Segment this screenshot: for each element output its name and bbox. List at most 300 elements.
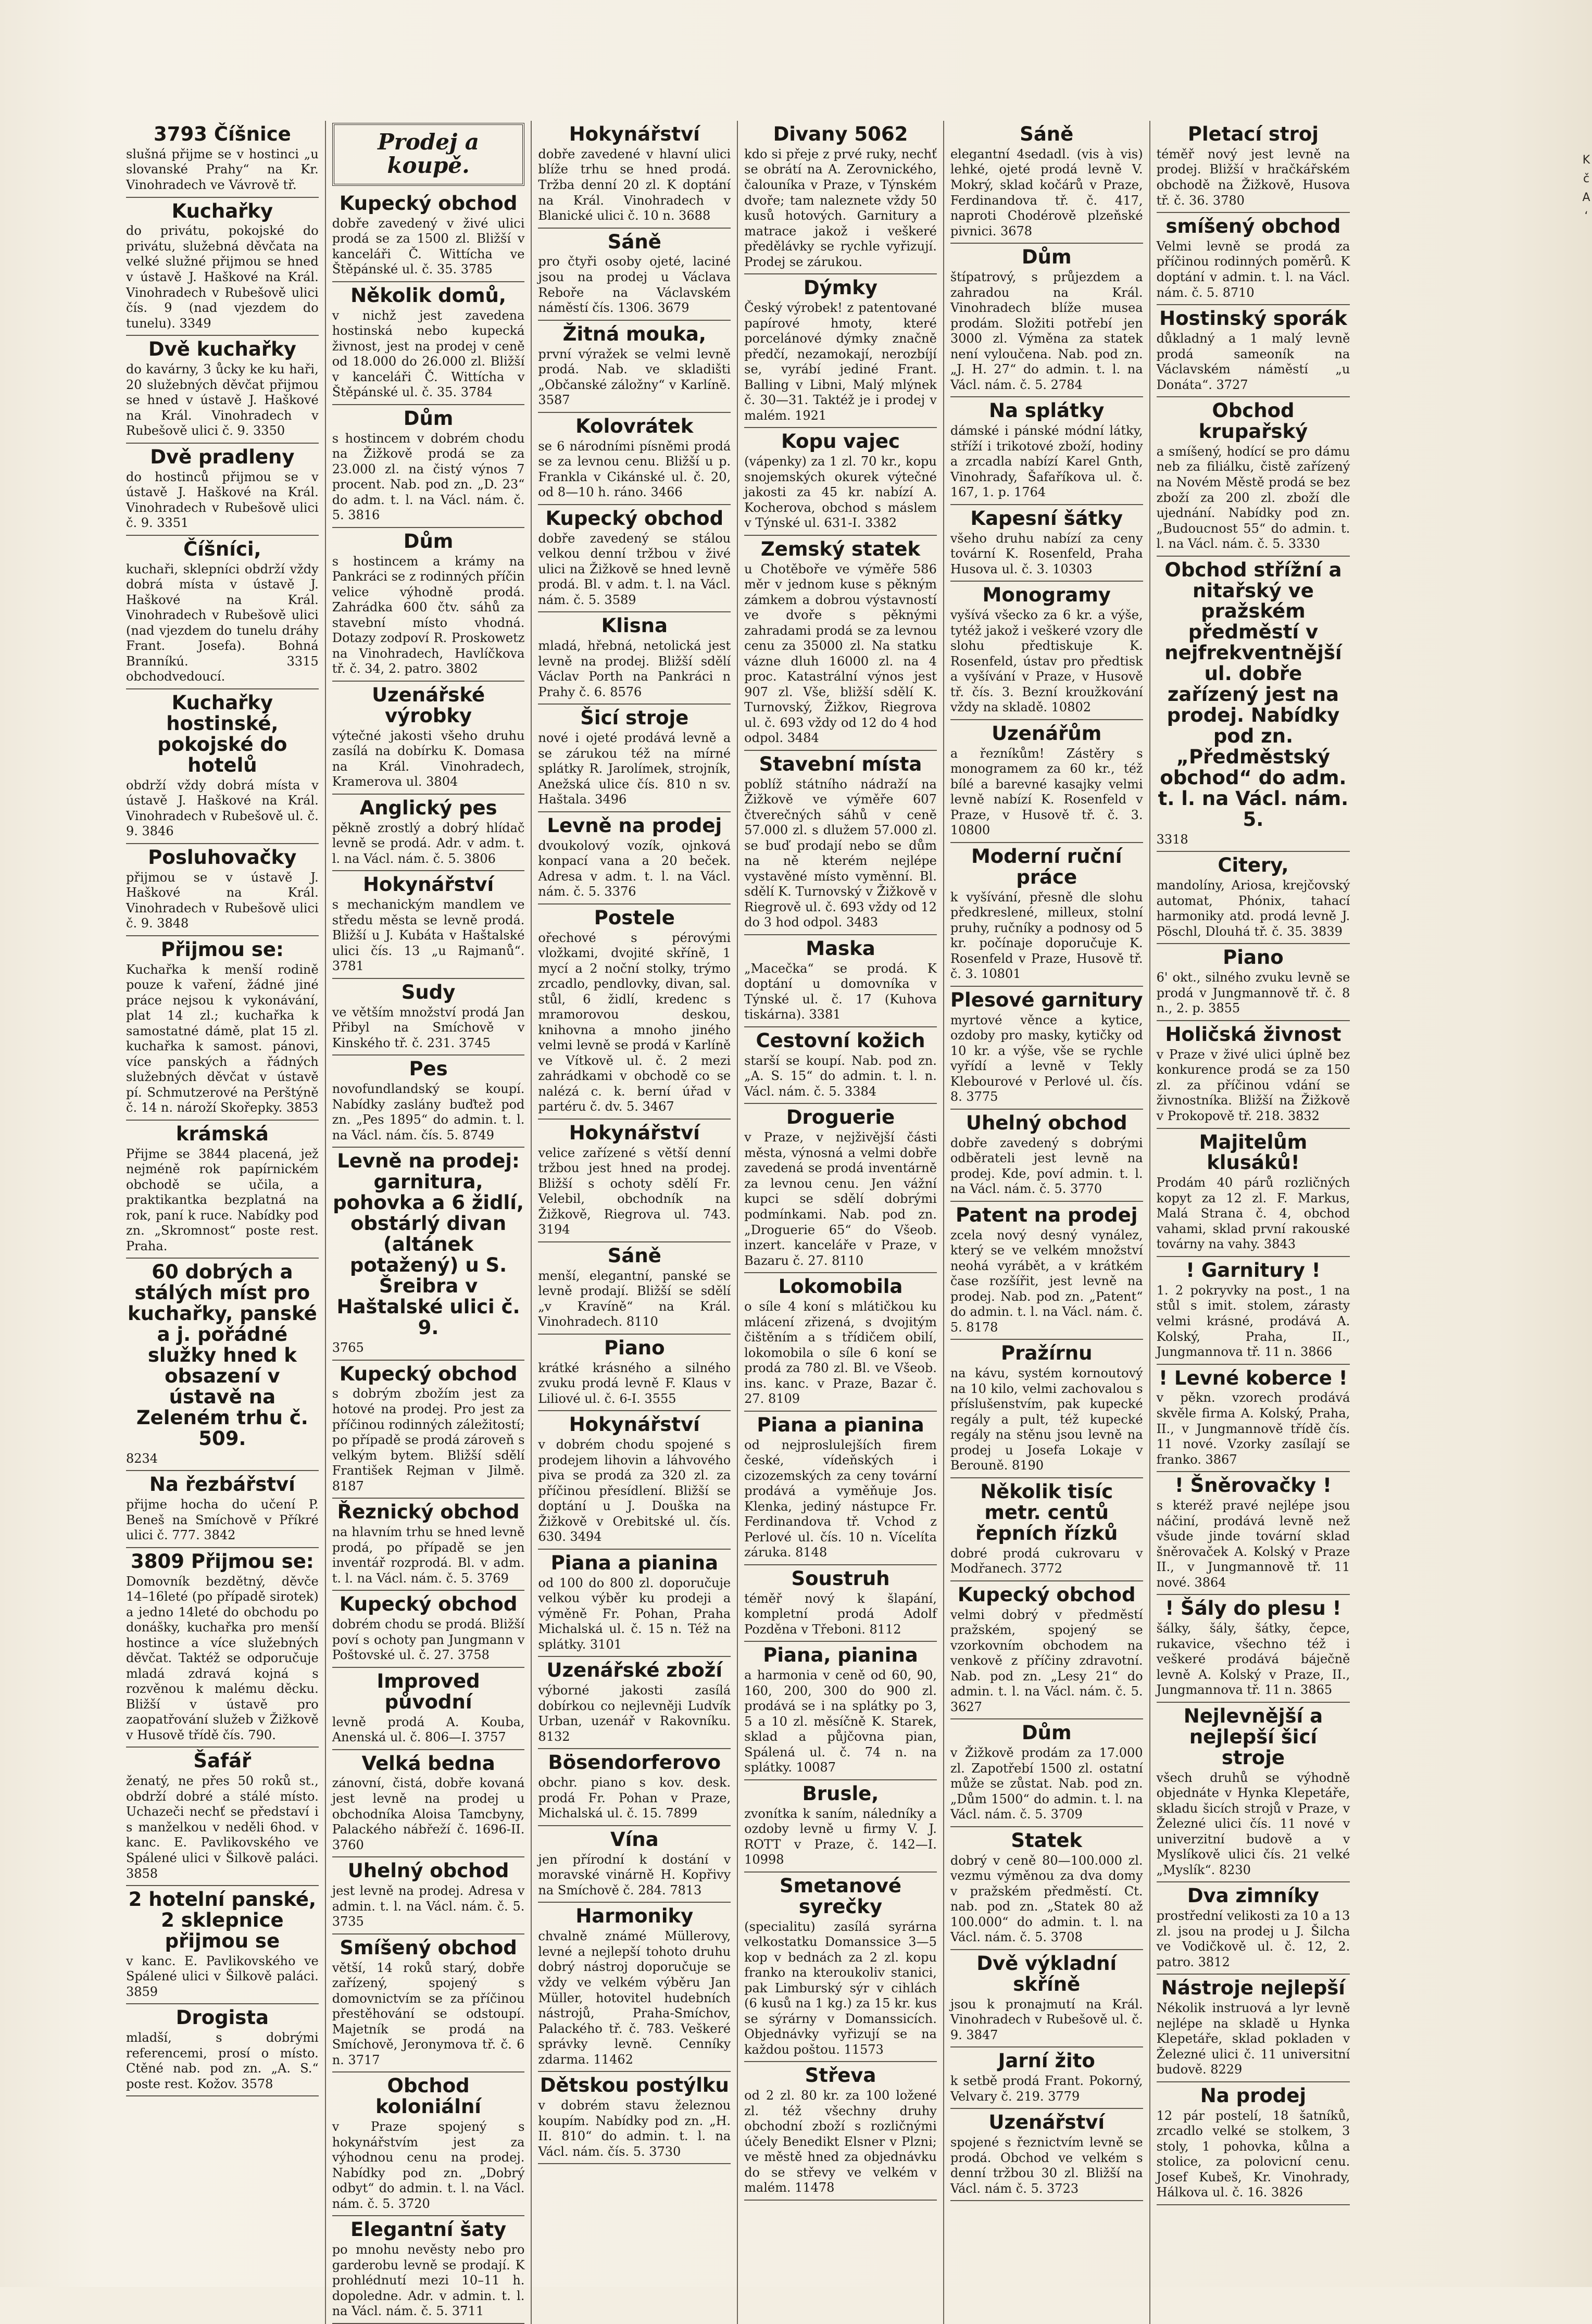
column-6 [1150,121,1357,2324]
ad-heading: Piana, pianina [763,1644,918,1667]
ad-heading: Levně na prodej: garnitura, pohovka a 6 židlí, obstárlý divan (altánek potažený) u S. Šreibra v Haštalské ulici č. 9. [333,1150,524,1339]
ad-heading: Dům [1021,1722,1072,1744]
ad-heading: Brusle, [802,1782,879,1805]
ad-heading: Soustruh [791,1567,890,1590]
classified-ad [332,871,525,979]
ad-body: Přijme se 3844 placená, jež nejméně rok papírnickém obchodě se učila, a praktikantka bezplatná na rok, paní k ruce. Nabídky pod zn. „Skromnost“ poste rest. Praha. [126,1146,319,1253]
classified-ad [126,536,319,689]
ad-body: a harmonia v ceně od 60, 90, 160, 200, 300 do 900 zl. prodává se i na splátky po 3, 5 a 10 zl. měsíčně K. Starek, sklad a půjčovna pian, Spálená ul. č. 74 n. na splátky. 10087 [744,1668,937,1775]
ad-body: v dobrém chodu spojené s prodejem lihovin a láhvového piva se prodá za 320 zl. za příčinou přesídlení. Bližší se doptání u J. Douška na Žižkově v Orebitské ul. čís. 630. 3494 [538,1437,731,1544]
ad-heading: krámská [176,1122,269,1145]
ad-heading: Hokynářství [362,873,494,896]
classified-ad [126,198,319,336]
classified-ad [744,428,937,536]
classified-ad [332,1591,525,1668]
ad-body: od nejproslulejších firem české, vídeňských i cizozemských za ceny tovární prodává a vyměňuje Jos. Klenka, jediný nástupce Fr. Ferdinandova tř. Vchod z Perlové ul. čís. 10 n. Vícelíta záruka. 8148 [744,1437,937,1560]
classified-ad [950,1478,1143,1581]
ad-body: kuchaři, sklepníci obdrží vždy dobrá místa v ústavě J. Haškové na Král. Vinohradech v Rubešově ulici (nad vjezdem do tunelu dráhy Frant. Josefa). Bohná Branníkú. 3315 obchodvedoucí. [126,561,319,684]
ad-heading: Uhelný obchod [966,1111,1127,1134]
classified-ad [950,1581,1143,1720]
ad-body: pro čtyři osoby ojeté, laciné jsou na prodej u Václava Reboře na Václavském náměstí čís. 1306. 3679 [538,254,731,316]
ad-heading: Lokomobila [778,1275,903,1298]
ad-heading: Číšníci, [183,537,261,560]
ad-body: nové i ojeté prodává levně a se zárukou též na mírné splátky R. Jarolímek, strojník, Anežská ulice čís. 810 n sv. Haštala. 3496 [538,731,731,807]
ad-heading: 3809 Přijmou se: [131,1550,314,1573]
ad-body: jest levně na prodej. Adresa v admin. t. l. na Václ. nám. č. 5. 3735 [332,1883,525,1929]
classified-ad [744,274,937,428]
ad-heading: Kupecký obchod [339,1593,518,1616]
ad-heading: Obchod krupařský [1198,399,1308,443]
ad-body: k vyšívání, přesně dle slohu předkreslené, milleux, stolní pruhy, ručníky a podnosy od 5 kr. počínaje doporučuje K. Rosenfeld v Praze, Husově tř. č. 3. 10801 [950,889,1143,982]
ad-heading: Střeva [805,2064,876,2087]
ad-heading: Sáně [1020,123,1074,145]
ad-body: v Praze spojený s hokynářstvím jest za výhodnou cenu na prodej. Nabídky pod zn. „Dobrý odbyt“ do admin. t. l. na Václ. nám. č. 5. 3720 [332,2119,525,2211]
classified-ad [950,1950,1143,2047]
ad-heading: Hokynářství [569,1413,700,1436]
ad-heading: Smíšený obchod [340,1936,517,1959]
classified-ad [950,244,1143,397]
ad-heading: Piano [604,1336,665,1359]
ad-heading: ! Šály do plesu ! [1165,1597,1342,1620]
ad-heading: ! Garnitury ! [1186,1259,1321,1282]
ad-body: šálky, šály, šátky, čepce, rukavice, všechno též i veškeré prodává báječně levně A. Kolský v Praze, II., Jungmannova tř. 11 n. 3865 [1156,1621,1350,1698]
classified-ad [950,987,1143,1110]
classified-ad [1157,397,1350,557]
ad-body: 3318 [1156,832,1188,847]
ad-heading: Harmoniky [575,1905,694,1928]
ad-heading: Dvě kuchařky [148,338,296,361]
ad-heading: Divany 5062 [773,123,908,145]
columns-container [120,121,1562,2319]
ad-body: a řezníkům! Zástěry s monogramem za 60 kr., též bílé a barevné kasajky velmi levně nabízí K. Rosenfeld v Praze, v Husově tř. č. 3. 10800 [950,746,1143,838]
ad-body: zvonítka k saním, náledníky a ozdoby levně u firmy V. J. ROTT v Praze, č. 142—I. 10998 [744,1806,937,1867]
ad-heading: Patent na prodej [956,1203,1138,1226]
ad-heading: Maska [806,937,875,960]
classified-ad [950,1719,1143,1827]
ad-heading: Jarní žito [998,2050,1095,2072]
ad-body: levně prodá A. Kouba, Anenská ul. č. 806—I. 3757 [332,1714,525,1745]
classified-ad [1157,305,1350,397]
ad-heading: Obchod koloniální [375,2075,481,2118]
classified-ad [744,751,937,935]
classified-ad [126,1886,319,2004]
classified-ad [538,321,731,413]
ad-body: s hostincem a krámy na Pankráci se z rodinných příčin velice výhodně prodá. Zahrádka 600 čtv. sáhů za stavební místo vhodná. Dotazy zodpoví R. Proskowetz na Vinohradech, Havlíčkova tř. č. 34, 2. patro. 3802 [332,554,525,676]
ad-heading: Několik tisíc metr. centů řepních řízků [975,1480,1118,1544]
ad-body: velmi dobrý v předměstí pražském, spojený se vzorkovním obchodem na venkově z příčiny zdravotní. Nab. pod zn. „Lesy 21“ do admin. t. l. na Václ. nám. č. 5. 3627 [950,1607,1143,1714]
classified-ad [950,843,1143,987]
classified-ad [126,689,319,844]
classified-ad [126,1471,319,1548]
ad-heading: Kopu vajec [781,430,900,453]
ad-body: mandolíny, Ariosa, krejčovský automat, Phónix, tahací harmoniky atd. prodá levně J. Pöschl, Dlouhá tř. č. 35. 3839 [1156,878,1350,939]
ad-body: dobrém chodu se prodá. Bližší poví s ochoty pan Jungmann v Poštovské ul. č. 27. 3758 [332,1617,525,1663]
classified-ad [744,2062,937,2201]
classified-ad [126,936,319,1121]
ad-body: v Žižkově prodám za 17.000 zl. Zapotřebí 1500 zl. ostatní může se zůstat. Nab. pod zn. „Dům 1500“ do admin. t. l. na Václ. nám. č. 5. 3709 [950,1745,1143,1822]
classified-ad [538,229,731,321]
ad-heading: Kupecký obchod [339,192,518,215]
ad-heading: Kupecký obchod [957,1583,1136,1606]
ad-heading: Přijmou se: [160,938,284,961]
ad-heading: Bösendorferovo [548,1751,721,1774]
ad-heading: 60 dobrých a stálých míst pro kuchařky, panské a j. pořádné služky hned k obsazení v ústavě na Zeleném trhu č. 509. [127,1261,317,1450]
ad-heading: Droguerie [786,1106,895,1129]
ad-heading: Prodej a koupě. [378,129,479,179]
ad-heading: Stavební místa [759,752,922,775]
classified-ad [744,1104,937,1273]
ad-heading: Na prodej [1200,2084,1307,2107]
classified-ad [950,505,1143,582]
classified-ad [332,1934,525,2073]
ad-body: na kávu, systém kornoutový na 10 kilo, velmi zachovalou s příslušenstvím, pak kupecké regály a pult, též kupecké regály na stěnu jsou levně na prodej u Josefa Lokaje v Berouně. 8190 [950,1366,1143,1473]
ad-body: dobře zavedený v živé ulici prodá se za 1500 zl. Bližší v kanceláři Č. Wittícha ve Štěpánské ul. č. 35. 3785 [332,216,525,277]
classified-ad [1157,1703,1350,1882]
ad-body: prostřední velikosti za 10 a 13 zl. jsou na prodej u J. Šilcha ve Vodičkově ul. č. 12, 2. patro. 3812 [1156,1908,1350,1969]
ad-heading: Piano [1223,946,1284,969]
ad-body: u Chotěboře ve výměře 586 měr v jednom kuse s pěkným zámkem a dobrou výstavností ve dvoře s pěknými zahradami prodá se za levnou cenu za 35000 zl. Na statku vázne dluh 16000 zl. na 4 proc. Katastrální výnos jest 907 zl. Vše, bližší sdělí K. Turnovský, Žižkov, Riegrova ul. č. 693 vždy od 12 do 4 hod odpol. 3484 [744,561,937,746]
ad-heading: Šicí stroje [580,707,689,730]
ad-body: s hostincem v dobrém chodu na Žižkově prodá se za 23.000 zl. na čistý výnos 7 procent. Nab. pod zn. „D. 23“ do adm. t. l. na Václ. nám. č. 5. 3816 [332,431,525,523]
ad-heading: Anglický pes [359,796,497,819]
ad-heading: Na splátky [989,399,1105,422]
ad-body: chvalně známé Müllerovy, levné a nejlepší tohoto druhu dobrý nástroj doporučuje se vždy ve velkém výběru Jan Müller, hotovitel hudebních nástrojů, Praha-Smíchov, Palackého tř. č. 783. Veškeré správky levně. Cenníky zdarma. 11462 [538,1929,731,2067]
ad-body: ženatý, ne přes 50 roků st., obdrží dobré a stálé místo. Uchazeči nechť se představí i s manželkou v neděli 6hod. v kanc. E. Pavlikovského ve Spálené ulici v Šilkově paláci. 3858 [126,1774,319,1881]
ad-heading: Pražírnu [1000,1342,1093,1365]
ad-body: 12 pár postelí, 18 šatníků, zrcadlo velké se stolkem, 3 stoly, 1 pohovka, kůlna a stolice, za polovicní cenu. Josef Kubeš, Kr. Vinohrady, Hálkova ul. č. 16. 3826 [1156,2108,1350,2200]
classified-ad [126,1259,319,1471]
ad-body: obchr. piano s kov. desk. prodá Fr. Pohan v Praze, Michalská ul. č. 15. 7899 [538,1775,731,1821]
classified-ad [744,1642,937,1780]
ad-body: přijmou se v ústavě J. Haškové na Král. Vinohradech v Rubešově ulici č. 9. 3848 [126,870,319,931]
ad-body: všeho druhu nabízí za ceny tovární K. Rosenfeld, Praha Husova ul. č. 3. 10303 [950,531,1143,576]
classified-ad [538,905,731,1120]
classified-ad [538,705,731,812]
ad-heading: Kapesní šátky [970,507,1123,530]
classified-ad [332,1056,525,1148]
ad-body: pěkně zrostlý a dobrý hlídač levně se prodá. Adr. v adm. t. l. na Václ. nám. č. 5. 3806 [332,820,525,866]
classified-ad [332,1750,525,1858]
ad-body: výtečné jakosti všeho druhu zasílá na dobírku K. Domasa na Král. Vinohradech, Kramerova ul. 3804 [332,728,525,789]
ad-heading: Klisna [601,614,668,637]
ad-body: štípatrový, s průjezdem a zahradou na Král. Vinohradech blíže musea prodám. Složiti potřebí jen 3000 zl. Výměna za statek není vyloučena. Nab. pod zn. „J. H. 27“ do admin. t. l. na Václ. nám. č. 5. 2784 [950,270,1143,392]
ad-body: ve větším množství prodá Jan Přibyl na Smíchově v Kinského tř. č. 231. 3745 [332,1004,525,1050]
classified-ad [538,121,731,229]
ad-body: Nékolik instruová a lyr levně nejlépe na skladě u Hynka Klepetáře, sklad pokladen v Železné ulici č. 11 universitní budově. 8229 [1156,2001,1350,2077]
ad-heading: Postele [594,906,675,929]
ad-heading: Kupecký obchod [545,507,724,530]
ad-heading: Sáně [607,1244,661,1267]
classified-ad [538,2072,731,2164]
ad-body: elegantní 4sedadl. (vis à vis) lehké, ojeté prodá levně V. Mokrý, sklad kočárů v Praze, Ferdinandova tř. č. 417, naproti Chodérově plzeňské pivnici. 3678 [950,146,1143,238]
classified-ad [950,582,1143,720]
ad-heading: Dům [403,407,454,430]
classified-ad [332,282,525,405]
classified-ad [950,1110,1143,1202]
classified-ad [950,2109,1143,2201]
ad-body: dobře zavedený s dobrými odběrateli jest levně na prodej. Kde, poví admin. t. l. na Václ. nám. č. 5. 3770 [950,1135,1143,1197]
ad-heading: 2 hotelní panské, 2 sklepnice přijmou se [128,1888,317,1952]
ad-body: 3765 [332,1340,364,1355]
classified-ad [126,844,319,936]
ad-body: od 2 zl. 80 kr. za 100 ložené zl. též všechny druhy obchodní zboží s rozličnými účely Benedikt Elsner v Plzni; ve městě hned za objednávku do se střevy ve velkém v malém. 11478 [744,2088,937,2195]
ad-body: do hostinců přijmou se v ústavě J. Haškové na Král. Vinohradech v Rubešově ulici č. 9. 3351 [126,469,319,531]
classified-ad [744,1565,937,1642]
ad-body: zánovní, čistá, dobře kovaná jest levně na prodej u obchodníka Aloisa Tamcbyny, Palackého nábřeží č. 1696-II. 3760 [332,1776,525,1852]
classified-ad [1157,121,1350,213]
ad-body: dobře zavedené v hlavní ulici blíže trhu se hned prodá. Tržba denní 20 zl. K doptání na Král. Vinohradech v Blanické ulici č. 10 n. 3688 [538,146,731,223]
classified-ad [538,612,731,705]
column-5 [944,121,1150,2324]
ad-heading: Plesové garnitury [950,988,1143,1011]
classified-ad [332,682,525,795]
classified-ad [744,935,937,1027]
classified-ad [1157,1257,1350,1365]
ad-heading: Improved původní [377,1669,480,1713]
ad-heading: Pes [409,1058,448,1081]
classified-ad [332,2216,525,2324]
classified-ad [332,405,525,528]
classified-ad [538,1120,731,1242]
ad-heading: Zemský statek [760,537,921,560]
ad-body: dobré prodá cukrovaru v Modřanech. 3772 [950,1546,1143,1576]
ad-heading: Dům [1021,246,1072,269]
ad-heading: Sudy [401,981,456,1003]
ad-body: krátké krásného a silného zvuku prodá levně F. Klaus v Liliové ul. č. 6-I. 3555 [538,1360,731,1406]
ad-body: do privátu, pokojské do privátu, služebná děvčata na velké služné přijmou se hned v ústavě J. Haškové na Král. Vinohradech v Rubešově ulici čís. 9 (nad vjezdem do tunelu). 3349 [126,223,319,331]
classified-ad [538,1749,731,1826]
ad-body: mladá, hřebná, netolická jest levně na prodej. Bližší sdělí Václav Porth na Pankráci n Prahy č. 6. 8576 [538,638,731,699]
classified-ad [1157,1365,1350,1473]
ad-body: do kavárny, 3 ůcky ke ku haři, 20 služebných děvčat přijmou se hned v ústavě J. Haškové na Král. Vinohradech v Rubešově ulici č. 9. 3350 [126,362,319,438]
classified-ad [126,1748,319,1886]
ad-body: v Praze, v nejživější části města, výnosná a velmi dobře zavedená se prodá inventárně za levnou cenu. Jen vážní kupci se sdělí dobrými podmínkami. Nab. pod zn. „Droguerie 65“ do Všeob. inzert. kanceláře v Praze, v Bazaru č. 27. 8110 [744,1130,937,1268]
ad-body: dobrý v ceně 80—100.000 zl. vezmu výměnou za dva domy v pražském předměstí. Ct. nab. pod zn. „Statek 80 až 100.000“ do admin. t. l. na Václ. nám. č. 5. 3708 [950,1853,1143,1945]
classified-ad [1157,1595,1350,1703]
ad-heading: Citery, [1218,854,1289,877]
classified-ad [1157,1882,1350,1975]
ad-body: poblíž státního nádraží na Žižkově ve výměře 607 čtverečných sáhů v ceně 57.000 zl. s dlužem 57.000 zl. se buď prodají nebo se dům na ně kterém nejlépe vystavěné místo vyměnní. Bl. sdělí K. Turnovský v Žižkově v Riegrově ul. č. 693 vždy od 12 do 3 hod odpol. 3483 [744,776,937,930]
ad-body: od 100 do 800 zl. doporučuje velkou výběr ku prodeji a výměně Fr. Pohan, Praha Michalská ul. č. 15 n. Též na splátky. 3101 [538,1575,731,1652]
ad-body: vyšívá všecko za 6 kr. a výše, tytéž jakož i veškeré vzory dle slohu předtiskuje K. Rosenfeld, ústav pro předtisk a vyšívání v Praze, v Husově tř. čís. 3. Bezní kroužkování vždy na skladě. 10802 [950,608,1143,715]
ad-body: kdo si přeje z prvé ruky, nechť se obrátí na A. Zerovnického, čalouníka v Praze, v Týnském dvoře; tam naleznete vždy 50 kusů hotových. Garnitury a matrace jakož i veškeré předělávky se rychle vyřizují. Prodej se zárukou. [744,146,937,269]
classified-ad [126,1548,319,1748]
ad-heading: Uzenářské výrobky [372,683,485,727]
ad-body: Domovník bezdětný, děvče 14–16leté (po případě sirotek) a jedno 14leté do obchodu po donášky, kuchařka pro menší hostince a více služebných děvčat. Taktéž se odporučuje mladá zdravá kojná s rozvěnou k malému děcku. Bližší v ústavě pro zaopatřování služeb v Žižkově v Husově třídě čís. 790. [126,1574,319,1742]
classified-ad [538,812,731,905]
ad-body: obdrží vždy dobrá místa v ústavě J. Haškové na Král. Vinohradech v Rubešově ul. č. 9. 3846 [126,777,319,839]
ad-heading: 3793 Číšnice [153,123,291,145]
classified-ad [1157,213,1350,305]
classified-ad [126,336,319,444]
ad-body: Kuchařka k menší rodině pouze k vaření, žádné jiné práce nejsou k vykonávání, plat 14 zl.; kuchařka k samostatné dámě, plat 15 zl. kuchařka k samost. pánovi, více panských a řádných služebných děvčat v ústavě pí. Schmutzerové na Perštýně č. 14 n. nároží Skořepky. 3853 [126,962,319,1115]
ad-body: dobře zavedený se stálou velkou denní tržbou v živé ulici na Žižkově se hned levně prodá. Bl. v adm. t. l. na Václ. nám. č. 5. 3589 [538,531,731,607]
classified-ad [744,121,937,274]
ad-heading: Velká bedna [361,1752,495,1775]
column-1 [120,121,326,2324]
ad-heading: Levně na prodej [547,814,722,837]
ad-heading: Šafář [193,1750,252,1773]
classified-ad [950,720,1143,843]
ad-body: spojené s řeznictvím levně se prodá. Obchod ve velkém s denní tržbou 30 zl. Bližší na Václ. nám č. 5. 3723 [950,2135,1143,2196]
ad-heading: Dětskou postýlku [540,2074,729,2097]
ad-body: jsou k pronajmutí na Král. Vinohradech v Rubešově ul. č. 9. 3847 [950,1996,1143,2042]
classified-ad [1157,557,1350,852]
ad-body: výborné jakosti zasílá dobírkou co nejlevněji Ludvík Urban, uzenář v Rakovníku. 8132 [538,1683,731,1744]
ad-heading: Řeznický obchod [337,1501,520,1524]
ad-body: novofundlandský se koupí. Nabídky zaslány buďtež pod zn. „Pes 1895“ do admin. t. l. na Václ. nám. čís. 5. 8749 [332,1082,525,1142]
ad-heading: Dvě pradleny [150,445,295,468]
ad-body: „Macečka“ se prodá. K doptání u domovníka v Týnské ul. č. 17 (Kuhova tiskárna). 3381 [744,961,937,1022]
ad-body: velice zařízené s větší denní tržbou jest hned na prodej. Bližší s ochoty sdělí Fr. Velebil, obchodník na Žižkově, Riegrova ul. 743. 3194 [538,1145,731,1237]
ad-heading: Piana a pianina [550,1551,718,1574]
classified-ad [538,1242,731,1335]
ad-heading: Cestovní kožich [756,1029,925,1052]
ad-body: s dobrým zbožím jest za hotové na prodej. Pro jest za příčinou rodinných záležitostí; po případě se prodá zároveň s velkým bytem. Bližší sdělí František Rejman v Jilmě. 8187 [332,1386,525,1493]
classified-ad [744,1780,937,1873]
ad-heading: Dva zimníky [1187,1885,1320,1907]
classified-ad [126,444,319,536]
ad-heading: Holičská živnost [1165,1023,1342,1046]
ad-heading: ! Šněrovačky ! [1174,1474,1332,1497]
ad-body: se 6 národními písněmi prodá se za levnou cenu. Bližší u p. Frankla v Cikánské ul. č. 20, od 8—10 h. ráno. 3466 [538,438,731,500]
classified-ad [1157,1021,1350,1129]
ad-body: myrtové věnce a kytice, ozdoby pro masky, kytičky od 10 kr. a výše, vše se rychle vyřídí a levně v Tekly Klebourové v Perlové ul. čís. 8. 3775 [950,1012,1143,1104]
classified-ad [332,190,525,282]
ad-body: zcela nový desný vynález, který se ve velkém množství neohá vyrábět, a v krátkém čase rozšířit, jest levně na prodej. Nab. pod zn. „Patent“ do admin. t. l. na Václ. nám. č. 5. 8178 [950,1227,1143,1335]
ad-heading: Kolovrátek [575,414,694,437]
ad-body: téměř nový k šlapání, kompletní prodá Adolf Pozděna v Třeboni. 8112 [744,1591,937,1637]
classified-ad [126,2004,319,2096]
ad-body: v Praze v živé ulici úplně bez konkurence prodá se za 150 zl. za příčinou vdání se živnostníka. Bližší na Žižkově v Prokopově tř. 218. 3832 [1156,1047,1350,1123]
classified-ad [538,1826,731,1903]
ad-heading: Pletací stroj [1187,123,1319,145]
classified-ad [950,1340,1143,1478]
classified-ad [950,2047,1143,2109]
ad-body: přijme hocha do učení P. Beneš na Smíchově v Příkré ulici č. 777. 3842 [126,1497,319,1543]
ad-heading: Uzenářům [992,722,1102,745]
ad-body: (vápenky) za 1 zl. 70 kr., kopu snojemských okurek výtečné jakosti za 45 kr. nabízí A. Kocherova, obchod s máslem v Týnské ul. 631-I. 3382 [744,454,937,531]
ad-body: mladší, s dobrými referencemi, prosí o místo. Ctěné nab. pod zn. „A. S.“ poste rest. Kožov. 3578 [126,2030,319,2091]
ad-heading: Žitná mouka, [562,322,706,345]
ad-heading: Majitelům klusáků! [1199,1130,1308,1174]
classified-ad [1157,944,1350,1021]
classified-ad [950,121,1143,244]
ad-body: po mnohu nevěsty nebo pro garderobu levně se prodají. K prohlédnutí mezi 10–11 h. dopoledne. Adr. v admin. t. l. na Václ. nám. č. 5. 3711 [332,2242,525,2319]
ad-heading: Uzenářské zboží [546,1659,723,1682]
ad-heading: Statek [1011,1829,1083,1852]
classified-ad [744,1273,937,1412]
classified-ad [1157,852,1350,944]
ad-body: a smíšený, hodící se pro dámu neb za filiálku, čistě zařízený na Novém Městě prodá se bez zboží za 200 zl. zboží dle ujednání. Nabídky pod zn. „Budoucnost 55“ do admin. t. l. na Václ. nám. č. 5. 3330 [1156,444,1350,551]
ad-body: téměř nový jest levně na prodej. Bližší v hračkářském obchodě na Žižkově, Husova tř. č. 36. 3780 [1156,146,1350,208]
classified-ad [744,536,937,751]
ad-body: všech druhů se výhodně objednáte v Hynka Klepetáře, skladu šicích strojů v Praze, v Železné ulici čís. 11 nové v univerzitní budově a v Myslíkově ulici čís. 21 velké „Myslík“. 8230 [1156,1770,1350,1877]
ad-body: Prodám 40 párů rozličných kopyt za 12 zl. F. Markus, Malá Strana č. 4, obchod vahami, sklad první rakouské továrny na vahy. 3843 [1156,1175,1350,1252]
section-heading [332,123,525,186]
ad-heading: Hokynářství [569,1121,700,1144]
ad-body: Český výrobek! z patentované papírové hmoty, které porcelánové dýmky značně předčí, nezamokají, nerozbíjí se, vyrábí jediné Frant. Balling v Libni, Malý mlýnek č. 30—31. Taktéž je i prodej v malém. 1921 [744,300,937,423]
ad-heading: ! Levné koberce ! [1159,1366,1348,1389]
ad-body: na hlavním trhu se hned levně prodá, po případě se jen inventář rozprodá. Bl. v adm. t. l. na Václ. nám. č. 5. 3769 [332,1525,525,1586]
ad-body: 1. 2 pokryvky na post., 1 na stůl s imit. stolem, zárasty velmi krásné, prodává A. Kolský, Praha, II., Jungmannova tř. 11 n. 3866 [1156,1283,1350,1360]
ad-heading: smíšený obchod [1165,215,1341,238]
ad-heading: Sáně [607,230,661,253]
classified-ad [950,397,1143,505]
ad-heading: Nejlevnější a nejlepší šicí stroje [1183,1704,1323,1769]
ad-body: ořechové s pérovými vložkami, dvojité skříně, 1 mycí a 2 noční stolky, trýmo zrcadlo, pendlovky, divan, sal. stůl, 6 židlí, kredenc s mramorovou deskou, knihovna a mnoho jiného velmi levně se prodá v Karlíně ve Vítkově ul. č. 2 mezi zahrádkami v obchodě co se nalézá c. k. berní úřad v partéru č. dv. 5. 3467 [538,930,731,1114]
classified-ad [950,1827,1143,1950]
ad-heading: Uzenářství [988,2111,1105,2134]
ad-heading: Moderní ruční práce [971,845,1122,888]
classified-ad [126,121,319,198]
ad-body: v nichž jest zavedena hostinská nebo kupecká živnost, jest na prodej v ceně od 18.000 do 26.000 zl. Bližší v kanceláři Č. Wittícha v Štěpánské ul. č. 35. 3784 [332,308,525,400]
ad-body: s mechanickým mandlem ve středu města se levně prodá. Bližší u J. Kubáta v Haštalské ulici čís. 13 „u Rajmanů“. 3781 [332,897,525,974]
ad-body: Velmi levně se prodá za příčinou rodinných poměrů. K doptání v admin. t. l. na Václ. nám. č. 5. 8710 [1156,238,1350,300]
ad-body: s kteréž pravé nejlépe jsou náčiní, prodává levně než všude jinde tovární sklad šněrovaček A. Kolský v Praze II., v Jungmannově tř. 11 nové. 3864 [1156,1498,1350,1590]
ad-heading: Kupecký obchod [339,1362,518,1385]
classified-ad [332,528,525,682]
column-3 [532,121,738,2324]
ad-body: o síle 4 koní s mlátičkou ku mlácení zřizená, s dvojitým čištěním a s třídičem obilí, lokomobila o síle 6 koní se prodá za 780 zl. Bl. ve Všeob. ins. kanc. v Praze, Bazar č. 27. 8109 [744,1299,937,1406]
column-4 [738,121,944,2324]
ad-heading: Smetanové syrečky [780,1874,901,1918]
classified-ad [332,795,525,872]
ad-heading: Obchod střížní a nitařský ve pražském předměstí v nejfrekventnější ul. dobře zařízený jest na prodej. Nabídky pod zn. „Předměstský obchod“ do adm. t. l. na Václ. nám. 5. [1158,558,1349,831]
ad-body: k setbě prodá Frant. Pokorný, Velvary č. 219. 3779 [950,2074,1143,2104]
ad-heading: Dvě výkladní skříně [976,1952,1117,1995]
classified-ad [332,1499,525,1591]
ad-body: první výražek se velmi levně prodá. Nab. ve skladišti „Občanské záložny“ v Karlíně. 3587 [538,346,731,408]
classified-ad [538,413,731,505]
ad-body: dámské i pánské módní látky, stříží i trikotové zboží, hodiny a zrcadla nabízí Karel Gnth, Vinohrady, Šafaříkova ul. č. 167, 1. p. 1764 [950,423,1143,500]
ad-heading: Piana a pianina [757,1413,924,1436]
ad-body: jen přírodní k dostání v moravské vinárně H. Kopřivy na Smíchově č. 284. 7813 [538,1852,731,1898]
ad-body: slušná přijme se v hostinci „u slovanské Prahy“ na Kr. Vinohradech ve Vávrově tř. [126,146,319,192]
ad-body: dvoukolový vozík, ojnková konpací vana a 20 beček. Adresa v adm. t. l. na Václ. nám. č. 5. 3376 [538,838,731,899]
ad-body: (specialitu) zasílá syrárna velkostatku Domanssice 3—5 kop v bednách za 2 zl. kopu franko na kteroukoliv stanici, pak Limburský sýr v cihlách (6 kusů na 1 kg.) za 15 kr. kus se sýrárny v Domanssicích. Objednávky vyřizují se na každou poštou. 11573 [744,1919,937,2057]
ad-body: 6' okt., silného zvuku levně se prodá v Jungmannově tř. č. 8 n., 2. p. 3855 [1156,970,1350,1016]
ad-heading: Uhelný obchod [347,1860,509,1882]
classified-ad [538,1550,731,1657]
classified-ad [332,1148,525,1360]
ad-body: v kanc. E. Pavlikovského ve Spálené ulici v Šilkově paláci. 3859 [126,1953,319,1999]
classified-ad [538,1335,731,1412]
classified-ad [1157,1472,1350,1595]
ad-heading: Na řezbářství [149,1473,295,1496]
classified-ad [1157,2082,1350,2205]
classified-ad [538,1657,731,1749]
classified-ad [744,1873,937,2063]
classified-ad [126,1121,319,1259]
classified-ad [332,1361,525,1499]
ad-heading: Kuchařky [171,199,273,222]
ad-heading: Několik domů, [350,284,506,307]
ad-body: menší, elegantní, panské se levně prodají. Bližší se sdělí „v Kravíně“ na Král. Vinohradech. 8110 [538,1268,731,1329]
ad-body: v dobrém stavu železnou koupím. Nabídky pod zn. „H. II. 810“ do admin. t. l. na Václ. nám. čís. 5. 3730 [538,2098,731,2159]
ad-body: větší, 14 roků starý, dobře zařízený, spojený s domovnictvím se za příčinou přestěhování se odstoupí. Majetník se prodá na Smíchově, Jeronymova tř. č. 6 n. 3717 [332,1960,525,2067]
ad-body: starší se koupí. Nab. pod zn. „A. S. 15“ do admin. t. l. n. Václ. nám. č. 5. 3384 [744,1053,937,1099]
classified-ad [950,1202,1143,1340]
ad-heading: Posluhovačky [148,846,297,869]
classified-ad [538,505,731,613]
ad-body: 8234 [126,1451,158,1466]
classified-ad [1157,1975,1350,2082]
ad-heading: Hostinský sporák [1159,307,1347,330]
ad-heading: Hokynářství [569,123,700,145]
classified-ad [744,1027,937,1104]
classified-ad [332,1668,525,1750]
